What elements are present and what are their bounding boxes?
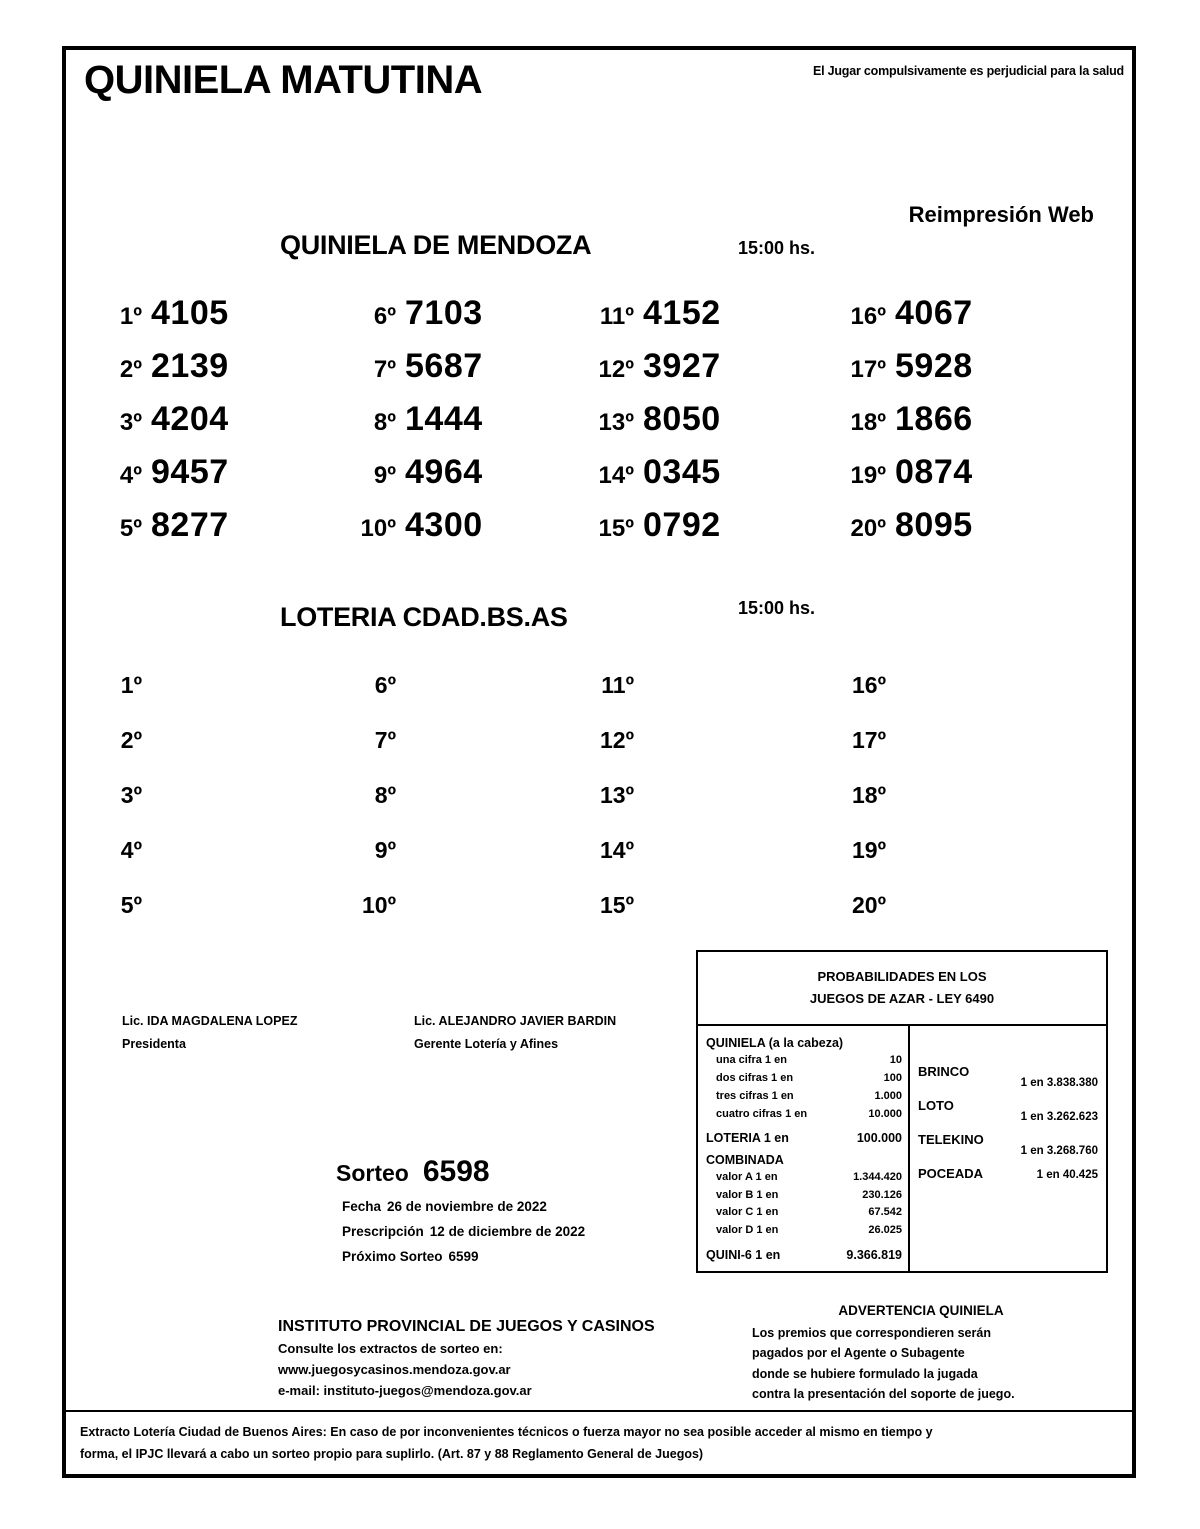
result-row bbox=[586, 727, 643, 782]
result-ordinal: 6º bbox=[374, 672, 396, 698]
quiniela-odds-label: dos cifras 1 en bbox=[716, 1072, 794, 1084]
loteria-odds-value: 100.000 bbox=[856, 1131, 902, 1146]
result-ordinal: 1º bbox=[120, 672, 142, 698]
result-ordinal: 2º bbox=[120, 727, 142, 753]
quiniela-odds-label: tres cifras 1 en bbox=[716, 1089, 794, 1102]
draw-expiry-label: Prescripción bbox=[342, 1223, 424, 1239]
draw-number-value: 6598 bbox=[422, 1155, 490, 1188]
quiniela-odds-label: cuatro cifras 1 en bbox=[716, 1107, 808, 1120]
result-ordinal: 7º bbox=[373, 356, 396, 383]
result-number: 7103 bbox=[405, 294, 483, 332]
quiniela-odds-label: una cifra 1 en bbox=[716, 1054, 787, 1067]
result-ordinal: 13º bbox=[598, 409, 634, 436]
signature-manager-role: Gerente Lotería y Afines bbox=[414, 1037, 559, 1052]
quini6-odds-label: QUINI-6 1 en bbox=[706, 1247, 781, 1262]
result-ordinal: 6º bbox=[373, 303, 396, 330]
result-ordinal: 10º bbox=[360, 515, 396, 542]
result-row bbox=[358, 672, 405, 727]
draw-expiry-value: 12 de diciembre de 2022 bbox=[429, 1223, 586, 1239]
result-row bbox=[104, 782, 151, 837]
quiniela-odds-value: 10 bbox=[889, 1054, 902, 1067]
result-row bbox=[586, 400, 721, 453]
result-row bbox=[586, 892, 643, 947]
odds-row bbox=[706, 1070, 902, 1088]
result-row bbox=[838, 294, 973, 347]
result-number: 4067 bbox=[895, 294, 973, 332]
advertencia-line: donde se hubiere formulado la jugada bbox=[752, 1366, 978, 1381]
result-number: 8277 bbox=[151, 506, 229, 544]
result-ordinal: 18º bbox=[850, 409, 886, 436]
result-ordinal: 3º bbox=[119, 409, 142, 436]
result-ordinal: 19º bbox=[850, 462, 886, 489]
result-ordinal: 4º bbox=[120, 837, 142, 863]
odds-row bbox=[706, 1106, 902, 1124]
quiniela-odds-title: QUINIELA (a la cabeza) bbox=[706, 1036, 844, 1051]
advertencia-title: ADVERTENCIA QUINIELA bbox=[838, 1303, 1004, 1318]
result-row bbox=[104, 506, 229, 559]
result-row bbox=[586, 782, 643, 837]
game-odds-block bbox=[918, 1166, 1098, 1181]
advertencia-line: Los premios que correspondieren serán bbox=[752, 1326, 991, 1340]
section-time-bsas: 15:00 hs. bbox=[738, 598, 816, 618]
quini6-odds-value: 9.366.819 bbox=[846, 1247, 902, 1262]
results-column-mendoza-4 bbox=[838, 294, 973, 559]
result-ordinal: 11º bbox=[599, 303, 634, 330]
result-ordinal: 3º bbox=[120, 782, 142, 808]
advertencia-line: pagados por el Agente o Subagente bbox=[752, 1346, 965, 1361]
result-row bbox=[586, 506, 721, 559]
game-odds-value: 1 en 3.262.623 bbox=[1020, 1111, 1098, 1124]
result-number: 0874 bbox=[895, 453, 973, 491]
quiniela-odds-value: 1.000 bbox=[874, 1089, 902, 1102]
loteria-odds-label: LOTERIA 1 en bbox=[706, 1131, 789, 1146]
institute-line: e-mail: instituto-juegos@mendoza.gov.ar bbox=[278, 1382, 532, 1398]
combinada-odds-value: 230.126 bbox=[862, 1188, 902, 1201]
probabilities-header bbox=[698, 952, 1106, 1026]
combinada-odds-label: valor D 1 en bbox=[716, 1224, 779, 1237]
result-number: 2139 bbox=[151, 347, 229, 385]
result-number: 9457 bbox=[151, 453, 229, 491]
result-row bbox=[586, 672, 643, 727]
result-row bbox=[838, 400, 973, 453]
result-row bbox=[104, 453, 229, 506]
result-row bbox=[358, 727, 405, 782]
result-ordinal: 16º bbox=[850, 303, 886, 330]
odds-row bbox=[706, 1088, 902, 1106]
result-row bbox=[358, 294, 483, 347]
advertencia-block bbox=[738, 1303, 1104, 1404]
result-ordinal: 14º bbox=[600, 837, 634, 863]
result-ordinal: 10º bbox=[362, 892, 396, 918]
result-ordinal: 13º bbox=[600, 782, 634, 808]
result-ordinal: 14º bbox=[598, 462, 634, 489]
results-column-mendoza-2 bbox=[358, 294, 483, 559]
draw-info bbox=[336, 1155, 585, 1270]
odds-row bbox=[706, 1052, 902, 1070]
advertencia-text bbox=[738, 1323, 1104, 1404]
result-row bbox=[358, 400, 483, 453]
results-column-bsas-1 bbox=[104, 672, 151, 947]
result-number: 4300 bbox=[405, 506, 483, 544]
probabilities-box bbox=[696, 950, 1108, 1273]
combinada-odds-list bbox=[706, 1169, 902, 1240]
combinada-odds-label: valor C 1 en bbox=[716, 1206, 779, 1219]
next-draw-label: Próximo Sorteo bbox=[342, 1248, 443, 1264]
result-ordinal: 8º bbox=[373, 409, 396, 436]
results-column-bsas-2 bbox=[358, 672, 405, 947]
result-row bbox=[104, 727, 151, 782]
gambling-warning: El Jugar compulsivamente es perjudicial para la salud bbox=[812, 64, 1124, 78]
result-ordinal: 15º bbox=[600, 892, 634, 918]
footnote-line-2: forma, el IPJC llevará a cabo un sorteo propio para suplirlo. (Art. 87 y 88 Reglamento General de Juegos) bbox=[80, 1447, 704, 1462]
result-ordinal: 2º bbox=[119, 356, 142, 383]
result-ordinal: 5º bbox=[120, 892, 142, 918]
result-row bbox=[358, 506, 483, 559]
quiniela-odds-value: 100 bbox=[883, 1072, 902, 1084]
result-number: 8095 bbox=[895, 506, 973, 544]
result-row bbox=[104, 400, 229, 453]
result-ordinal: 19º bbox=[852, 837, 886, 863]
combinada-odds-value: 26.025 bbox=[868, 1224, 902, 1237]
result-row bbox=[838, 782, 895, 837]
footnote-line-1: Extracto Lotería Ciudad de Buenos Aires: En caso de por inconvenientes técnicos o fuerza mayor no sea posible acceder al mismo en tiempo y bbox=[80, 1425, 933, 1440]
result-row bbox=[104, 672, 151, 727]
result-number: 5928 bbox=[895, 347, 973, 385]
footnote bbox=[66, 1410, 1132, 1474]
game-odds-block bbox=[918, 1132, 1098, 1157]
next-draw-value: 6599 bbox=[448, 1248, 479, 1264]
game-odds-block bbox=[918, 1098, 1098, 1123]
signature-manager bbox=[414, 1010, 616, 1056]
result-row bbox=[358, 453, 483, 506]
probabilities-title-line1: PROBABILIDADES EN LOS bbox=[817, 969, 987, 984]
next-draw-line bbox=[336, 1245, 585, 1270]
institute-line: Consulte los extractos de sorteo en: bbox=[278, 1341, 503, 1356]
result-ordinal: 18º bbox=[852, 782, 886, 808]
game-name: POCEADA bbox=[918, 1166, 984, 1182]
draw-date-label: Fecha bbox=[342, 1199, 382, 1214]
result-ordinal: 20º bbox=[852, 892, 886, 918]
game-name: LOTO bbox=[918, 1098, 954, 1114]
draw-number-label: Sorteo bbox=[336, 1160, 409, 1186]
signature-president-name: Lic. IDA MAGDALENA LOPEZ bbox=[122, 1014, 298, 1028]
result-number: 4964 bbox=[405, 453, 483, 491]
result-row bbox=[838, 727, 895, 782]
game-odds-value: 1 en 40.425 bbox=[1036, 1169, 1098, 1182]
signature-manager-name: Lic. ALEJANDRO JAVIER BARDIN bbox=[414, 1014, 617, 1028]
probabilities-games-column bbox=[910, 1026, 1106, 1271]
result-ordinal: 9º bbox=[374, 837, 396, 863]
institute-title: INSTITUTO PROVINCIAL DE JUEGOS Y CASINOS bbox=[278, 1318, 655, 1335]
results-column-mendoza-1 bbox=[104, 294, 229, 559]
result-row bbox=[586, 294, 721, 347]
section-time-mendoza: 15:00 hs. bbox=[738, 238, 816, 258]
result-ordinal: 1º bbox=[119, 303, 142, 330]
draw-number-line bbox=[336, 1155, 585, 1189]
result-row bbox=[838, 892, 895, 947]
result-row bbox=[358, 892, 405, 947]
results-column-mendoza-3 bbox=[586, 294, 721, 559]
institute-line: www.juegosycasinos.mendoza.gov.ar bbox=[278, 1361, 511, 1377]
game-odds-block bbox=[918, 1064, 1098, 1089]
result-row bbox=[104, 837, 151, 892]
result-number: 4105 bbox=[151, 294, 229, 332]
signature-president bbox=[122, 1010, 297, 1056]
result-number: 0792 bbox=[643, 506, 721, 544]
section-title-bsas: LOTERIA CDAD.BS.AS bbox=[280, 602, 568, 632]
combinada-odds-title: COMBINADA bbox=[706, 1152, 784, 1167]
combinada-odds-label: valor A 1 en bbox=[716, 1170, 778, 1183]
results-grid-mendoza bbox=[66, 294, 1132, 564]
result-row bbox=[358, 837, 405, 892]
result-number: 5687 bbox=[405, 347, 483, 385]
combinada-odds-value: 1.344.420 bbox=[853, 1170, 902, 1183]
institute-block bbox=[278, 1318, 655, 1401]
result-ordinal: 16º bbox=[852, 672, 886, 698]
combinada-odds-label: valor B 1 en bbox=[716, 1188, 779, 1201]
results-column-bsas-4 bbox=[838, 672, 895, 947]
result-ordinal: 12º bbox=[600, 727, 634, 753]
odds-row bbox=[706, 1187, 902, 1205]
loteria-odds-row bbox=[706, 1128, 902, 1148]
result-number: 0345 bbox=[643, 453, 721, 491]
page-title: QUINIELA MATUTINA bbox=[84, 58, 483, 102]
institute-contact bbox=[278, 1339, 655, 1401]
result-row bbox=[104, 347, 229, 400]
draw-expiry-line bbox=[336, 1220, 585, 1245]
result-row bbox=[358, 782, 405, 837]
probabilities-left-column bbox=[698, 1026, 910, 1271]
game-name: BRINCO bbox=[918, 1064, 970, 1080]
result-number: 8050 bbox=[643, 400, 721, 438]
result-row bbox=[838, 453, 973, 506]
result-number: 1866 bbox=[895, 400, 973, 438]
result-ordinal: 8º bbox=[374, 782, 396, 808]
draw-date-line bbox=[336, 1195, 585, 1220]
result-row bbox=[586, 347, 721, 400]
result-ordinal: 7º bbox=[374, 727, 396, 753]
odds-row bbox=[706, 1204, 902, 1222]
combinada-odds-value: 67.542 bbox=[868, 1206, 902, 1219]
result-row bbox=[586, 837, 643, 892]
result-number: 4204 bbox=[151, 400, 229, 438]
result-number: 3927 bbox=[643, 347, 721, 385]
quini6-odds-row bbox=[706, 1245, 902, 1265]
result-ordinal: 9º bbox=[373, 462, 396, 489]
odds-row bbox=[706, 1169, 902, 1187]
draw-date-value: 26 de noviembre de 2022 bbox=[387, 1199, 547, 1214]
result-ordinal: 4º bbox=[119, 462, 142, 489]
result-row bbox=[586, 453, 721, 506]
quiniela-odds-value: 10.000 bbox=[868, 1107, 902, 1120]
result-ordinal: 15º bbox=[598, 515, 634, 542]
result-row bbox=[838, 347, 973, 400]
results-grid-bsas bbox=[66, 672, 1132, 952]
result-number: 4152 bbox=[643, 294, 721, 332]
game-name: TELEKINO bbox=[918, 1132, 984, 1148]
result-row bbox=[104, 892, 151, 947]
result-ordinal: 5º bbox=[119, 515, 142, 542]
result-row bbox=[838, 672, 895, 727]
result-row bbox=[104, 294, 229, 347]
result-number: 1444 bbox=[405, 400, 483, 438]
game-odds-value: 1 en 3.268.760 bbox=[1020, 1145, 1098, 1158]
result-row bbox=[838, 506, 973, 559]
signature-president-role: Presidenta bbox=[122, 1037, 186, 1052]
result-ordinal: 20º bbox=[850, 515, 886, 542]
game-odds-value: 1 en 3.838.380 bbox=[1020, 1077, 1098, 1090]
reprint-label: Reimpresión Web bbox=[908, 202, 1094, 227]
result-row bbox=[838, 837, 895, 892]
result-row bbox=[358, 347, 483, 400]
results-column-bsas-3 bbox=[586, 672, 643, 947]
result-ordinal: 17º bbox=[850, 356, 886, 383]
quiniela-odds-list bbox=[706, 1052, 902, 1123]
result-ordinal: 17º bbox=[852, 727, 886, 753]
extract-sheet bbox=[62, 46, 1136, 1478]
section-title-mendoza: QUINIELA DE MENDOZA bbox=[280, 230, 592, 260]
advertencia-line: contra la presentación del soporte de juego. bbox=[752, 1386, 1015, 1401]
result-ordinal: 11º bbox=[601, 672, 634, 698]
probabilities-title-line2: JUEGOS DE AZAR - LEY 6490 bbox=[809, 991, 995, 1007]
result-ordinal: 12º bbox=[598, 356, 634, 383]
odds-row bbox=[706, 1222, 902, 1240]
